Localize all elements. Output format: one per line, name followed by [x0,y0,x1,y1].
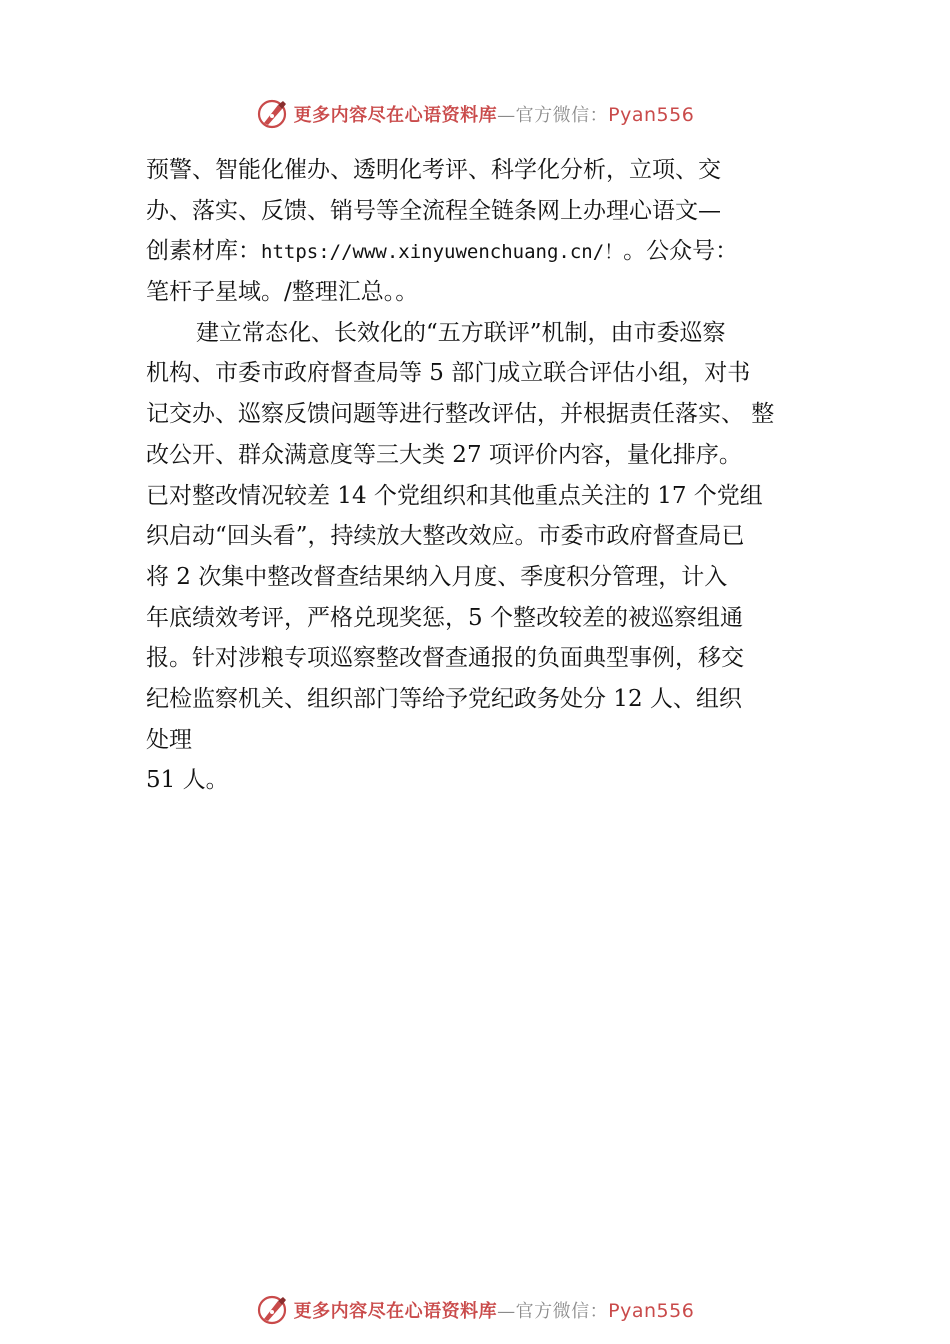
body-line: 办、落实、反馈、销号等全流程全链条网上办理心语文— [146,197,721,224]
header-banner-wechat-id: Pyan556 [608,104,695,126]
footer-banner-wechat-id: Pyan556 [608,1300,695,1322]
footer-banner-text [294,1297,695,1323]
header-banner-wechat-label: 官方微信： [515,105,609,126]
body-line: 51 人。 [146,767,229,794]
body-line: 将 2 次集中整改督查结果纳入月度、季度积分管理，计入 [146,563,728,590]
body-line: 已对整改情况较差 14 个党组织和其他重点关注的 17 个党组 [146,482,763,509]
body-line: 年底绩效考评，严格兑现奖惩，5 个整改较差的被巡察组通 [146,604,743,631]
pen-nib-logo-icon [256,1293,290,1327]
body-line: 预警、智能化催办、透明化考评、科学化分析，立项、交 [146,157,721,183]
body-line-url [146,231,818,272]
body-line: 改公开、群众满意度等三大类 27 项评价内容，量化排序。 [146,441,742,468]
body-line: 处理 [146,726,192,753]
body-line-text: 创素材库： [146,238,261,265]
footer-banner-main: 更多内容尽在心语资料库 [293,1301,498,1322]
header-banner-dash: — [497,105,516,126]
header-banner [0,94,950,134]
footer-banner-dash: — [497,1301,516,1322]
body-line: 记交办、巡察反馈问题等进行整改评估，并根据责任落实、 整 [146,401,775,428]
body-line: 笔杆子星域。/整理汇总。。 [146,279,419,306]
source-url: https://www.xinyuwenchuang.cn/！ [261,241,624,264]
paragraph-start-line: 建立常态化、长效化的“五方联评”机制，由市委巡察 [196,319,726,346]
footer-banner [0,1290,950,1330]
document-body [146,150,818,801]
body-line: 报。针对涉粮专项巡察整改督查通报的负面典型事例，移交 [146,645,744,672]
header-banner-text [294,101,695,127]
body-line: 织启动“回头看”，持续放大整改效应。市委市政府督查局已 [146,523,745,550]
body-line: 纪检监察机关、组织部门等给予党纪政务处分 12 人、组织 [146,685,742,712]
body-line: 机构、市委市政府督查局等 5 部门成立联合评估小组，对书 [146,360,751,387]
body-line-text: 。公众号： [623,238,739,265]
pen-nib-logo-icon [256,97,290,131]
footer-banner-wechat-label: 官方微信： [515,1301,609,1322]
header-banner-main: 更多内容尽在心语资料库 [293,105,498,126]
